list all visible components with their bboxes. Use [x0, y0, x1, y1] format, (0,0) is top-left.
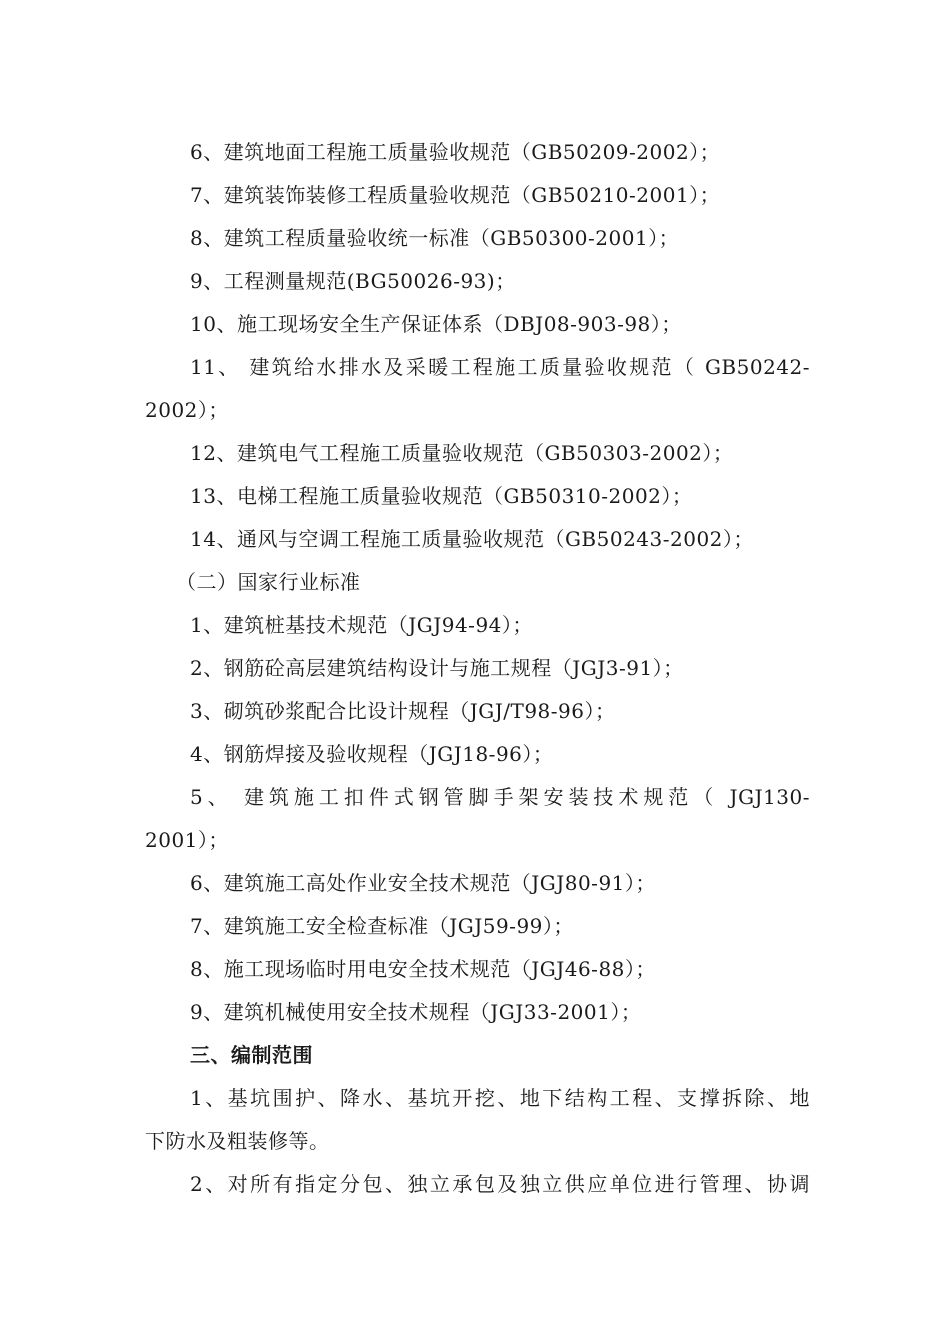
- standard-item: 1、建筑桩基技术规范（JGJ94-94）；: [190, 613, 533, 637]
- scope-item: 2、对所有指定分包、独立承包及独立供应单位进行管理、协调: [190, 1172, 810, 1196]
- standard-item: 6、建筑施工高处作业安全技术规范（JGJ80-91）；: [190, 871, 656, 895]
- standard-item: 13、电梯工程施工质量验收规范（GB50310-2002）；: [190, 484, 693, 508]
- standard-item: 8、建筑工程质量验收统一标准（GB50300-2001）；: [190, 226, 680, 250]
- standard-item: 8、施工现场临时用电安全技术规范（JGJ46-88）；: [190, 957, 656, 981]
- standard-item: 12、建筑电气工程施工质量验收规范（GB50303-2002）；: [190, 441, 734, 465]
- standard-item-continuation: 2001）；: [145, 828, 229, 852]
- standard-item-continuation: 2002）；: [145, 398, 229, 422]
- standard-item: 3、砌筑砂浆配合比设计规程（JGJ/T98-96）；: [190, 699, 616, 723]
- standard-item: 2、钢筋砼高层建筑结构设计与施工规程（JGJ3-91）；: [190, 656, 684, 680]
- standard-item: 4、钢筋焊接及验收规程（JGJ18-96）；: [190, 742, 554, 766]
- standard-item: 10、施工现场安全生产保证体系（DBJ08-903-98）；: [190, 312, 682, 336]
- standard-item: 7、建筑施工安全检查标准（JGJ59-99）；: [190, 914, 574, 938]
- scope-item-continuation: 下防水及粗装修等。: [145, 1129, 330, 1153]
- section-subheading: （二）国家行业标准: [176, 570, 361, 594]
- standard-item: 7、建筑装饰装修工程质量验收规范（GB50210-2001）；: [190, 183, 721, 207]
- standard-item: 5、 建筑施工扣件式钢管脚手架安装技术规范（ JGJ130-: [190, 785, 810, 809]
- section-heading: 三、编制范围: [190, 1043, 313, 1067]
- standard-item: 9、建筑机械使用安全技术规程（JGJ33-2001）；: [190, 1000, 642, 1024]
- scope-item: 1、基坑围护、降水、基坑开挖、地下结构工程、支撑拆除、地: [190, 1086, 810, 1110]
- standard-item: 11、 建筑给水排水及采暖工程施工质量验收规范（ GB50242-: [190, 355, 810, 379]
- standard-item: 9、工程测量规范(BG50026-93)；: [190, 269, 516, 293]
- standard-item: 6、建筑地面工程施工质量验收规范（GB50209-2002）；: [190, 140, 721, 164]
- standard-item: 14、通风与空调工程施工质量验收规范（GB50243-2002）；: [190, 527, 754, 551]
